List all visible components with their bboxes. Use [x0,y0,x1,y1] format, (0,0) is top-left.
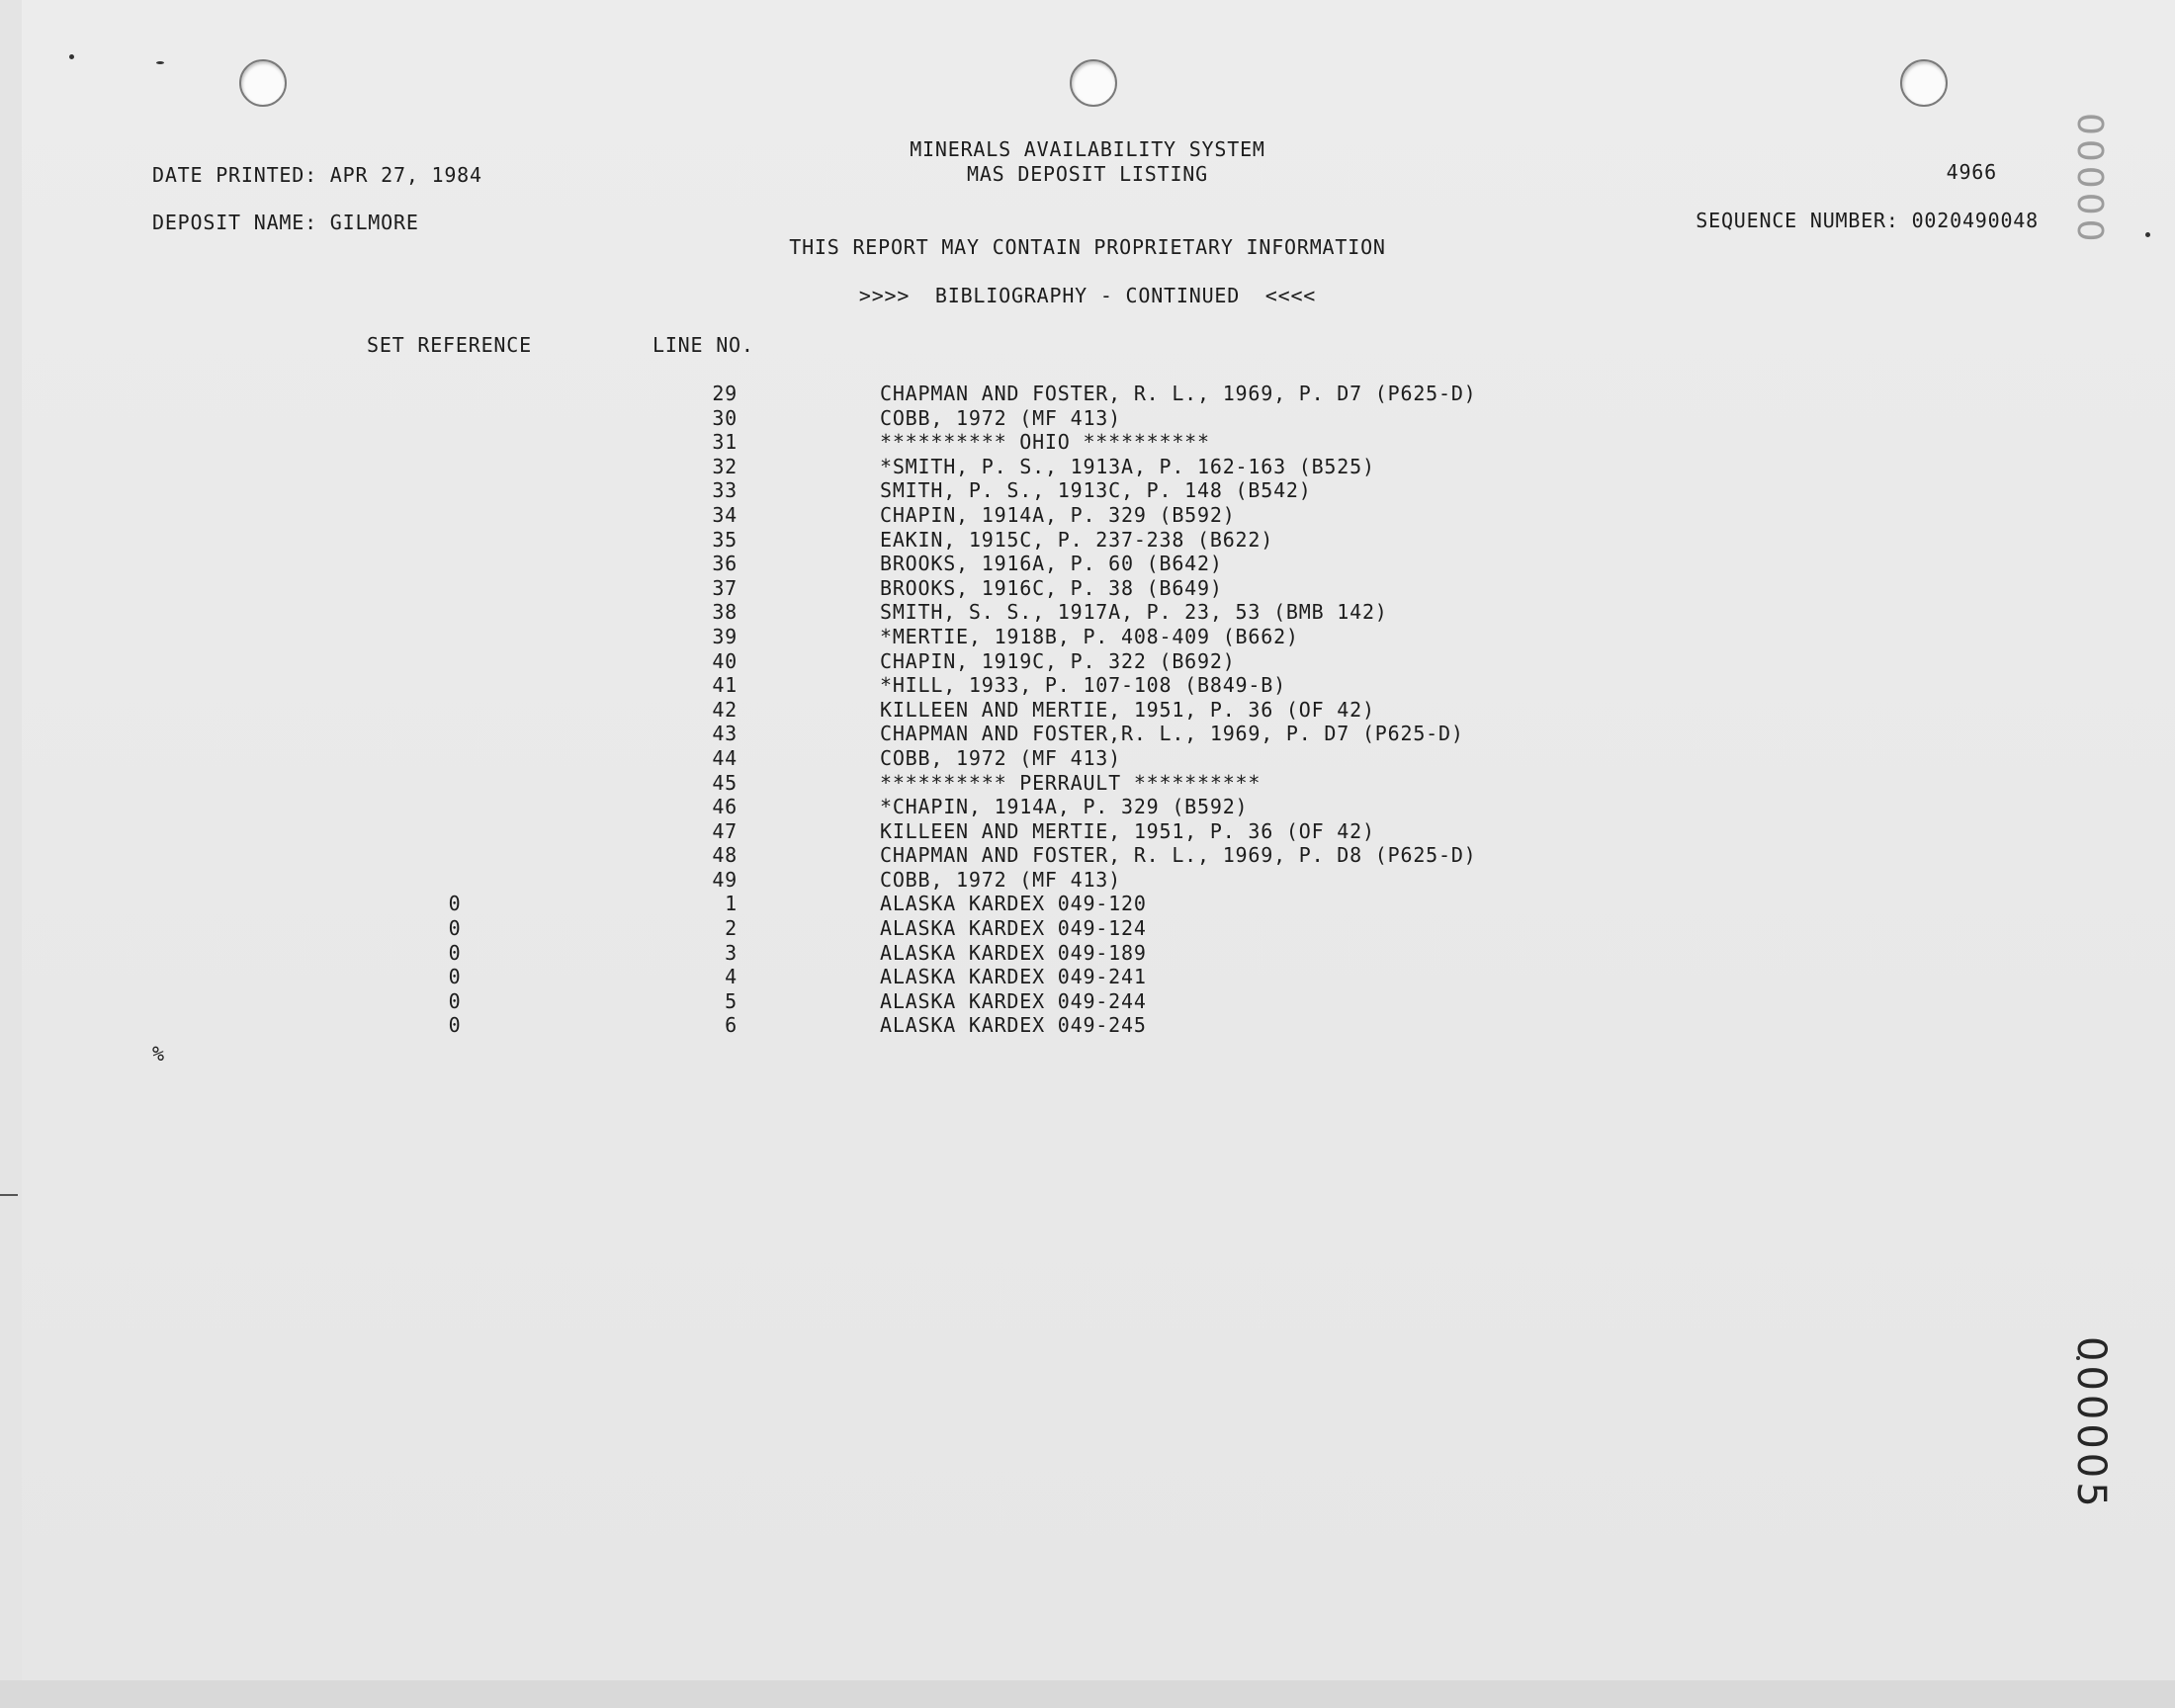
table-row [0,941,2175,966]
reference-text-cell: KILLEEN AND MERTIE, 1951, P. 36 (OF 42) [880,697,1375,722]
set-reference-cell: 0 [448,988,462,1013]
reference-text-cell: EAKIN, 1915C, P. 237-238 (B622) [880,527,1274,552]
reference-text-cell: *SMITH, P. S., 1913A, P. 162-163 (B525) [880,454,1375,478]
line-number-cell: 31 [712,430,738,455]
table-row [0,528,2175,553]
punch-hole-right [1900,59,1948,107]
reference-text-cell: CHAPMAN AND FOSTER, R. L., 1969, P. D7 (P625-D) [880,382,1477,405]
line-number-cell: 49 [712,867,738,892]
reference-text-cell: ALASKA KARDEX 049-124 [880,916,1147,941]
page-stamp-number: 000005 [2068,1336,2114,1511]
line-number-cell: 43 [712,722,738,746]
table-row [0,600,2175,625]
line-number-cell: 35 [712,527,738,552]
table-row [0,771,2175,796]
line-number-cell: 41 [712,673,738,698]
table-row [0,576,2175,601]
line-number-cell: 4 [725,965,738,989]
line-number-cell: 5 [725,988,738,1013]
column-header-set-reference: SET REFERENCE [367,333,532,357]
line-number-cell: 39 [712,624,738,648]
reference-text-cell: COBB, 1972 (MF 413) [880,745,1121,770]
line-number-cell: 30 [712,405,738,430]
date-printed: DATE PRINTED: APR 27, 1984 [152,163,482,187]
set-reference-cell: 0 [448,916,462,941]
faded-stamp-number: 00000 [2069,113,2110,246]
reference-text-cell: ALASKA KARDEX 049-244 [880,988,1147,1013]
reference-text-cell: ALASKA KARDEX 049-120 [880,892,1147,916]
set-reference-cell: 0 [448,940,462,965]
line-number-cell: 48 [712,843,738,868]
table-row [0,746,2175,771]
reference-text-cell: KILLEEN AND MERTIE, 1951, P. 36 (OF 42) [880,818,1375,843]
reference-text-cell: ALASKA KARDEX 049-245 [880,1013,1147,1038]
table-row [0,868,2175,893]
bibliography-table [0,382,2175,1038]
line-number-cell: 46 [712,795,738,819]
reference-text-cell: CHAPIN, 1914A, P. 329 (B592) [880,502,1236,527]
page-bottom-edge [0,1680,2175,1708]
paper-speck [2145,232,2150,237]
set-reference-cell: 0 [448,965,462,989]
table-row [0,843,2175,868]
line-number-cell: 3 [725,940,738,965]
reference-text-cell: ALASKA KARDEX 049-189 [880,940,1147,965]
table-row [0,892,2175,916]
line-number-cell: 34 [712,502,738,527]
table-row [0,819,2175,844]
line-number-cell: 1 [725,892,738,916]
table-row [0,916,2175,941]
reference-text-cell: CHAPMAN AND FOSTER, R. L., 1969, P. D8 (P625-D) [880,843,1477,868]
reference-text-cell: *CHAPIN, 1914A, P. 329 (B592) [880,795,1249,819]
table-row [0,795,2175,819]
line-number-cell: 42 [712,697,738,722]
page-code: 4966 [1946,160,1997,184]
reference-text-cell: CHAPIN, 1919C, P. 322 (B692) [880,648,1236,673]
line-number-cell: 2 [725,916,738,941]
line-number-cell: 44 [712,745,738,770]
deposit-name: DEPOSIT NAME: GILMORE [152,211,419,234]
reference-text-cell: ********** OHIO ********** [880,430,1210,455]
line-number-cell: 6 [725,1013,738,1038]
line-number-cell: 40 [712,648,738,673]
table-row [0,430,2175,455]
reference-text-cell: SMITH, P. S., 1913C, P. 148 (B542) [880,478,1312,503]
table-row [0,722,2175,746]
paper-speck [156,61,164,64]
line-number-cell: 38 [712,600,738,625]
reference-text-cell: ALASKA KARDEX 049-241 [880,965,1147,989]
punch-hole-left [239,59,287,107]
reference-text-cell: BROOKS, 1916C, P. 38 (B649) [880,575,1223,600]
table-row [0,625,2175,649]
reference-text-cell: *HILL, 1933, P. 107-108 (B849-B) [880,673,1286,698]
line-number-cell: 47 [712,818,738,843]
table-row [0,649,2175,674]
punch-hole-center [1070,59,1117,107]
reference-text-cell: COBB, 1972 (MF 413) [880,867,1121,892]
table-row [0,382,2175,406]
end-marker: % [152,1042,165,1066]
margin-mark [0,1194,18,1196]
reference-text-cell: SMITH, S. S., 1917A, P. 23, 53 (BMB 142) [880,600,1388,625]
sequence-number: SEQUENCE NUMBER: 0020490048 [1696,209,2039,232]
line-number-cell: 36 [712,552,738,576]
reference-text-cell: COBB, 1972 (MF 413) [880,405,1121,430]
table-row [0,989,2175,1014]
table-row [0,965,2175,989]
section-title: >>>> BIBLIOGRAPHY - CONTINUED <<<< [858,284,1317,307]
reference-text-cell: BROOKS, 1916A, P. 60 (B642) [880,552,1223,576]
table-row [0,455,2175,479]
table-row [0,552,2175,576]
line-number-cell: 33 [712,478,738,503]
line-number-cell: 45 [712,770,738,795]
column-header-line-no: LINE NO. [652,333,754,357]
reference-text-cell: CHAPMAN AND FOSTER,R. L., 1969, P. D7 (P625-D) [880,722,1464,746]
table-row [0,478,2175,503]
table-row [0,503,2175,528]
listing-title: MAS DEPOSIT LISTING [967,162,1208,186]
system-title: MINERALS AVAILABILITY SYSTEM [910,137,1265,161]
line-number-cell: 37 [712,575,738,600]
set-reference-cell: 0 [448,1013,462,1038]
table-row [0,698,2175,723]
table-row [0,673,2175,698]
proprietary-notice: THIS REPORT MAY CONTAIN PROPRIETARY INFORMATION [789,235,1386,259]
line-number-cell: 32 [712,454,738,478]
line-number-cell: 29 [712,382,738,405]
set-reference-cell: 0 [448,892,462,916]
reference-text-cell: *MERTIE, 1918B, P. 408-409 (B662) [880,624,1299,648]
reference-text-cell: ********** PERRAULT ********** [880,770,1262,795]
table-row [0,406,2175,431]
paper-speck [69,54,74,59]
table-row [0,1013,2175,1038]
